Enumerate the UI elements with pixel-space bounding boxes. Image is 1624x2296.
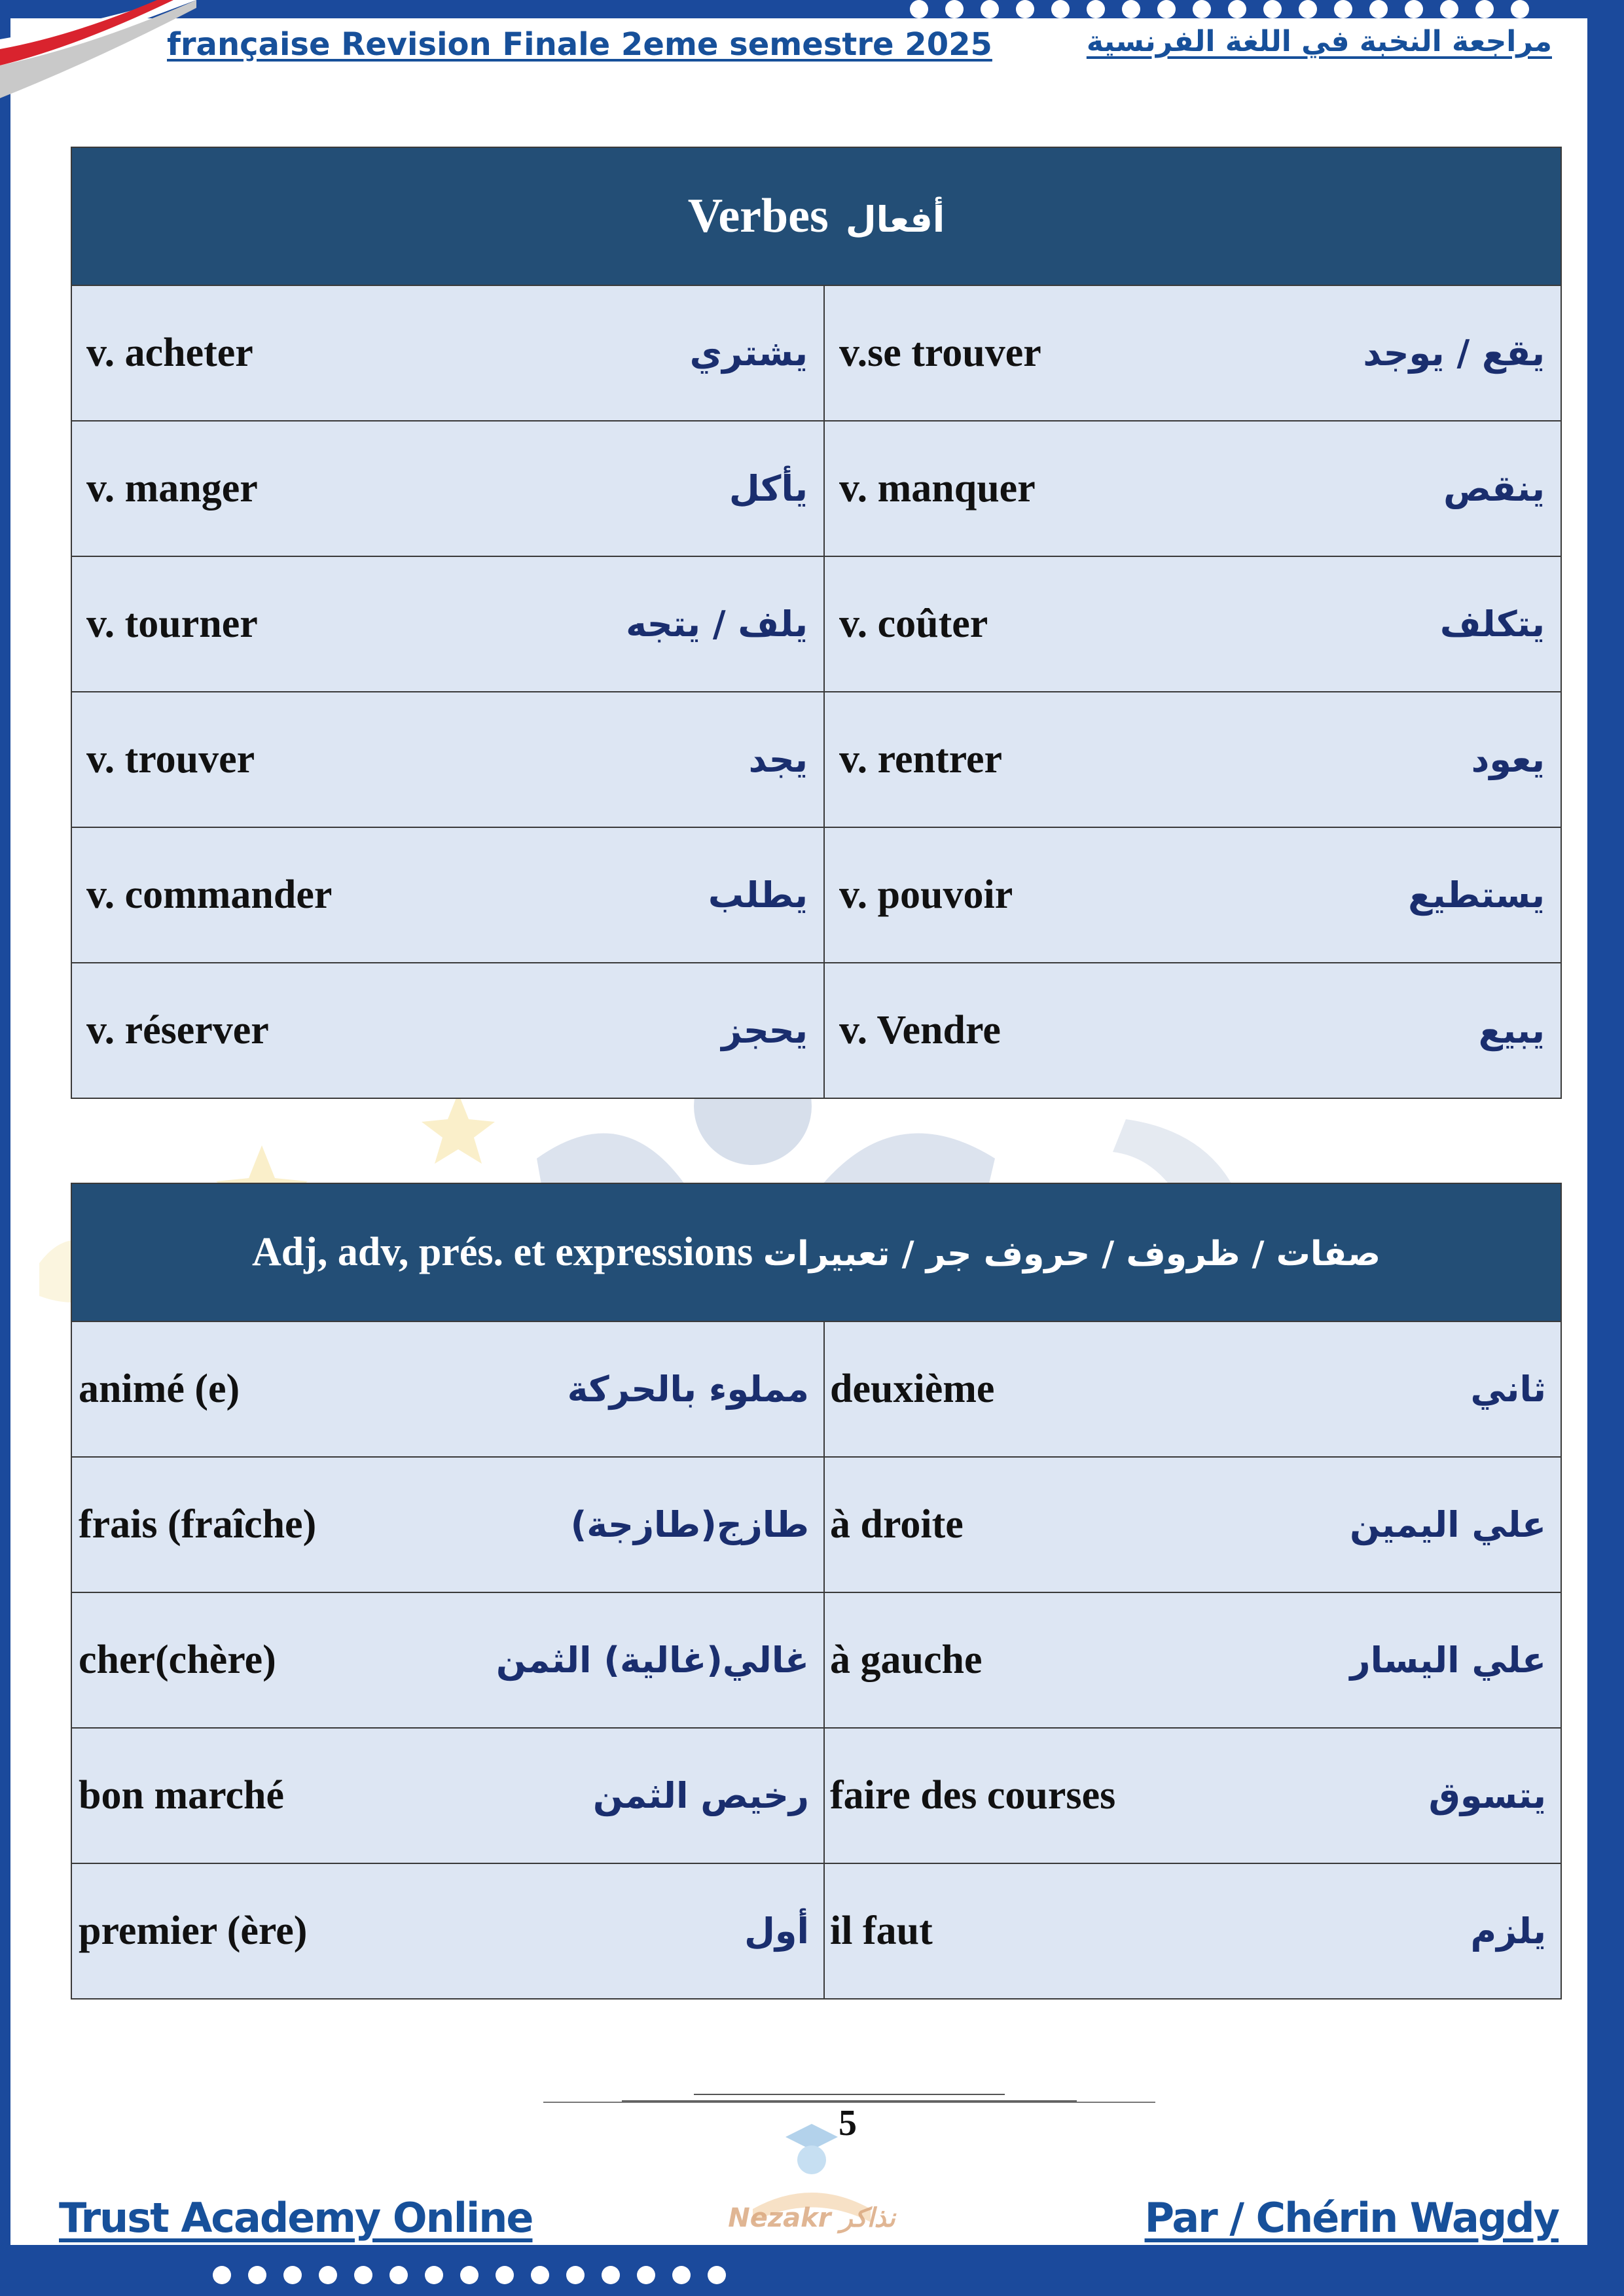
verb-fr: v. rentrer [839, 737, 1003, 781]
term-ar: مملوء بالحركة [567, 1369, 809, 1410]
nezakr-logo-text: Nezakr نذاكر [728, 2203, 895, 2233]
table-row [71, 1321, 1561, 1457]
expressions-table-title [71, 1183, 1561, 1321]
term-ar: يتسوق [1428, 1775, 1547, 1816]
table-row [71, 963, 1561, 1098]
expressions-table [71, 1183, 1562, 2000]
table-row [71, 1728, 1561, 1863]
verb-fr: v. coûter [839, 601, 988, 646]
verb-ar: يقع / يوجد [1363, 332, 1545, 374]
verb-fr: v.se trouver [839, 331, 1041, 375]
term-ar: رخيص الثمن [592, 1775, 809, 1816]
footer-academy: Trust Academy Online [59, 2194, 533, 2242]
term-fr: cher(chère) [79, 1638, 276, 1682]
term-ar: علي اليسار [1350, 1640, 1547, 1681]
page-frame-left [0, 0, 10, 2296]
verb-fr: v. tourner [86, 601, 258, 646]
verb-ar: يأكل [729, 468, 808, 509]
term-fr: à gauche [830, 1638, 983, 1682]
verb-ar: يشتري [689, 332, 808, 374]
table-row [71, 1863, 1561, 1999]
table-row [71, 421, 1561, 556]
verb-ar: يتكلف [1439, 603, 1545, 645]
table-row [71, 285, 1561, 421]
term-ar: أول [744, 1910, 809, 1952]
table-row [71, 1592, 1561, 1728]
verb-fr: v. Vendre [839, 1008, 1001, 1052]
verb-fr: v. trouver [86, 737, 255, 781]
term-fr: deuxième [830, 1367, 995, 1411]
verb-ar: يعود [1471, 739, 1545, 780]
verb-ar: يبيع [1478, 1010, 1545, 1051]
term-fr: bon marché [79, 1773, 285, 1818]
term-fr: animé (e) [79, 1367, 240, 1411]
verb-ar: يجد [748, 739, 808, 780]
verb-ar: ينقص [1443, 468, 1545, 509]
expressions-title-fr: Adj, adv, prés. et expressions [251, 1230, 753, 1274]
verb-ar: يطلب [708, 874, 808, 916]
top-dots-decoration [910, 0, 1529, 18]
footer-author: Par / Chérin Wagdy [1144, 2194, 1559, 2242]
verbs-table [71, 147, 1562, 1099]
term-ar: غالي(غالية) الثمن [496, 1640, 809, 1681]
term-ar: علي اليمين [1349, 1504, 1547, 1545]
verb-fr: v. commander [86, 872, 333, 917]
term-fr: frais (fraîche) [79, 1502, 317, 1547]
header-title-ar: مراجعة النخبة في اللغة الفرنسية [1086, 25, 1552, 58]
verbs-table-title [71, 147, 1561, 285]
term-fr: il faut [830, 1909, 933, 1953]
verb-ar: يحجز [721, 1010, 808, 1051]
header-title-fr: française Revision Finale 2eme semestre 2025 [167, 26, 992, 63]
table-row [71, 827, 1561, 963]
verb-ar: يلف / يتجه [626, 603, 808, 645]
bottom-dots-decoration [213, 2266, 726, 2284]
term-ar: طازج(طازجة) [570, 1504, 809, 1545]
term-ar: ثاني [1470, 1369, 1547, 1410]
verbs-title-ar: أفعال [845, 199, 945, 240]
term-fr: à droite [830, 1502, 964, 1547]
term-ar: يلزم [1470, 1910, 1547, 1952]
table-row [71, 1457, 1561, 1592]
term-fr: premier (ère) [79, 1909, 308, 1953]
verb-ar: يستطيع [1408, 874, 1545, 916]
page-number: 5 [839, 2103, 857, 2144]
verb-fr: v. manger [86, 466, 258, 511]
verb-fr: v. acheter [86, 331, 253, 375]
term-fr: faire des courses [830, 1773, 1116, 1818]
verb-fr: v. pouvoir [839, 872, 1013, 917]
verb-fr: v. manquer [839, 466, 1036, 511]
verbs-title-fr: Verbes [687, 189, 829, 243]
page-frame-right [1587, 0, 1624, 2296]
table-row [71, 692, 1561, 827]
expressions-title-ar: صفات / ظروف / حروف جر / تعبيرات [763, 1234, 1381, 1274]
table-row [71, 556, 1561, 692]
verb-fr: v. réserver [86, 1008, 269, 1052]
